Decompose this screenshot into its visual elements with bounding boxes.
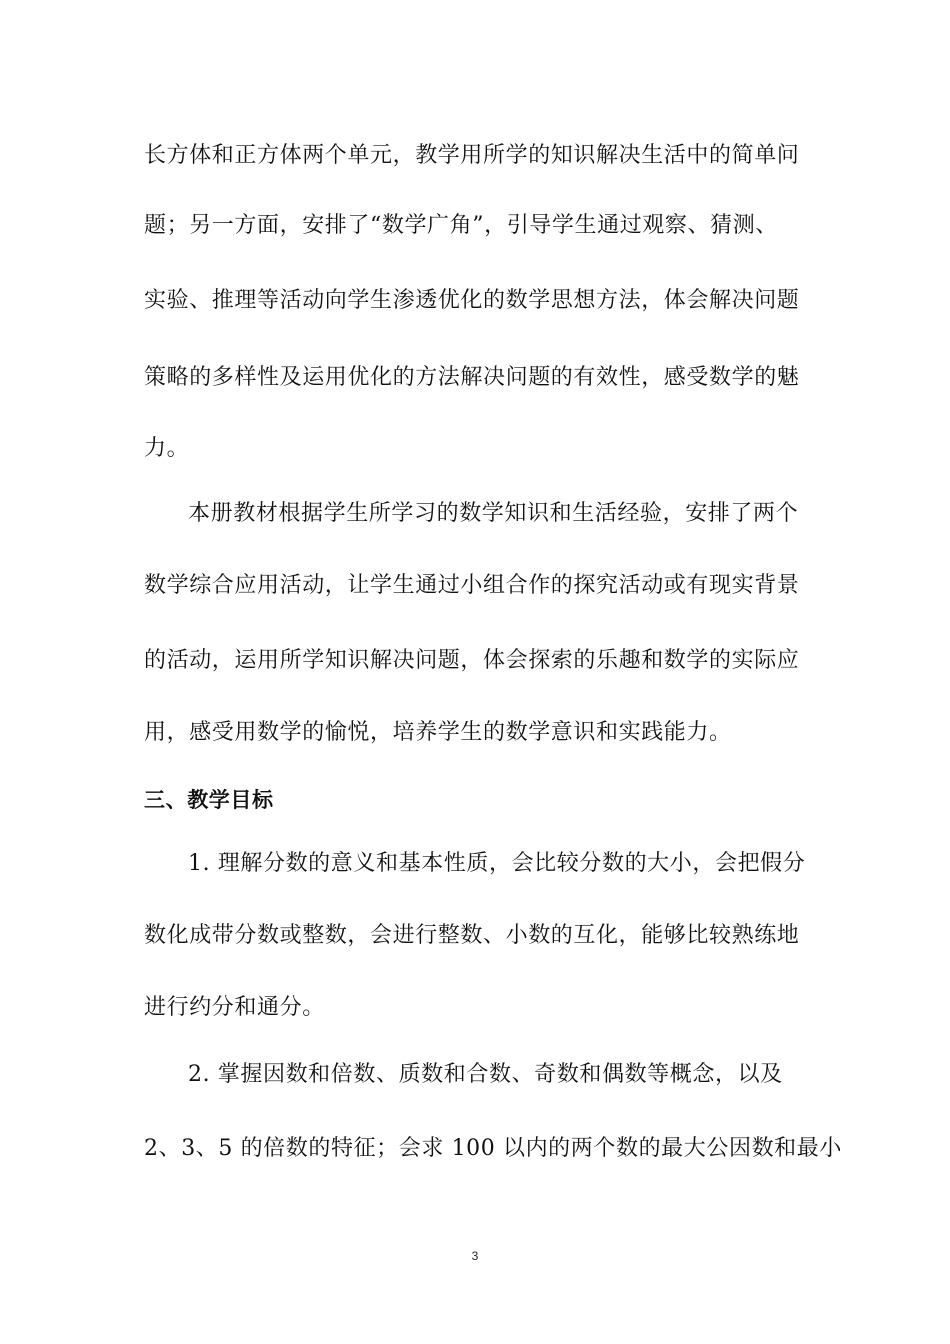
text-line: 2. 掌握因数和倍数、质数和合数、奇数和偶数等概念，以及 bbox=[188, 1062, 783, 1087]
text-line: 的活动，运用所学知识解决问题，体会探索的乐趣和数学的实际应 bbox=[144, 648, 800, 673]
text-line: 本册教材根据学生所学习的数学知识和生活经验，安排了两个 bbox=[188, 501, 799, 526]
text-line: 1. 理解分数的意义和基本性质，会比较分数的大小，会把假分 bbox=[188, 851, 806, 876]
text-line: 进行约分和通分。 bbox=[144, 995, 325, 1020]
text-line: 长方体和正方体两个单元，教学用所学的知识解决生活中的简单问 bbox=[144, 143, 800, 168]
section-heading: 三、教学目标 bbox=[144, 788, 274, 812]
text-line: 力。 bbox=[144, 436, 190, 461]
text-line: 题；另一方面，安排了“数学广角”，引导学生通过观察、猜测、 bbox=[144, 213, 778, 238]
text-line: 策略的多样性及运用优化的方法解决问题的有效性，感受数学的魅 bbox=[144, 365, 800, 390]
text-line: 实验、推理等活动向学生渗透优化的数学思想方法，体会解决问题 bbox=[144, 288, 800, 313]
text-line: 数化成带分数或整数，会进行整数、小数的互化，能够比较熟练地 bbox=[144, 923, 800, 948]
page-number: 3 bbox=[471, 1249, 479, 1263]
text-line: 2、3、5 的倍数的特征；会求 100 以内的两个数的最大公因数和最小 bbox=[144, 1136, 842, 1161]
text-line: 用，感受用数学的愉悦，培养学生的数学意识和实践能力。 bbox=[144, 720, 732, 745]
text-line: 数学综合应用活动，让学生通过小组合作的探究活动或有现实背景 bbox=[144, 573, 800, 598]
